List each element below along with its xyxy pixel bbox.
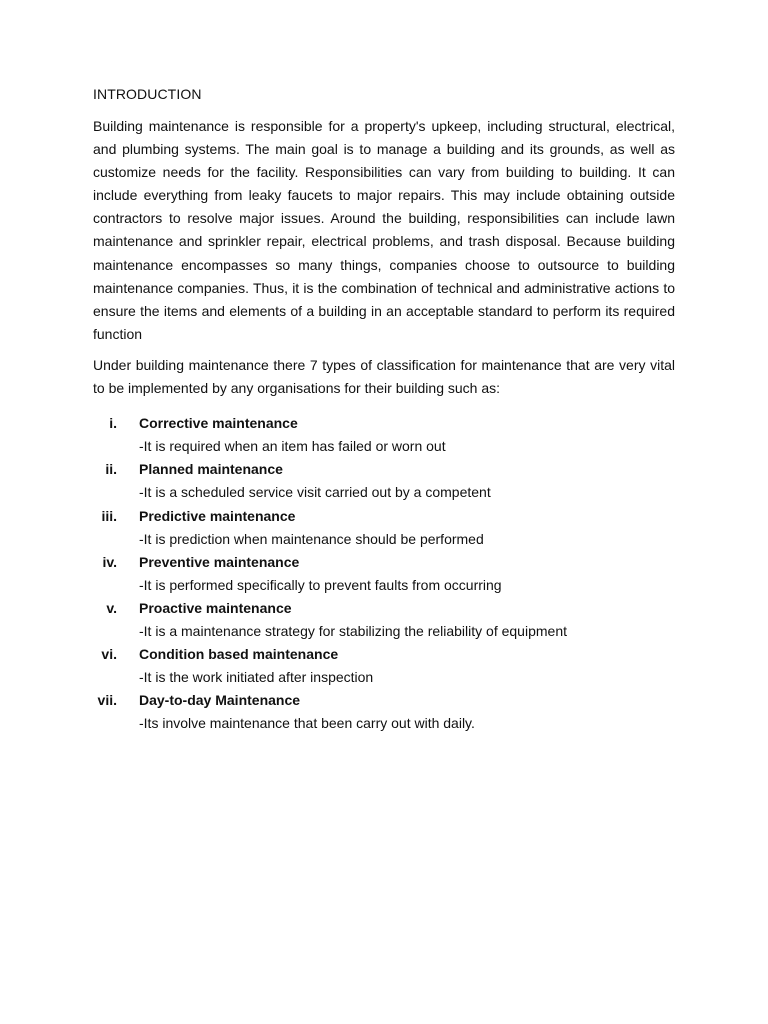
list-item (93, 458, 675, 504)
list-item (93, 689, 675, 735)
list-item-title: Planned maintenance (139, 461, 283, 478)
list-item-body (139, 458, 491, 504)
list-numeral: vii. (97, 692, 117, 709)
list-numeral: iv. (102, 553, 117, 570)
list-item-body (139, 689, 475, 735)
list-item-body (139, 643, 373, 689)
list-numeral: ii. (105, 461, 117, 478)
list-item-body (139, 597, 567, 643)
list-numeral: vi. (101, 646, 117, 663)
list-item-description: -Its involve maintenance that been carry out with daily. (139, 715, 475, 732)
list-item-description: -It is a scheduled service visit carried out by a competent (139, 484, 491, 501)
list-numeral: iii. (101, 507, 117, 524)
list-item (93, 551, 675, 597)
document-heading: INTRODUCTION (93, 86, 202, 102)
list-item (93, 597, 675, 643)
list-item (93, 505, 675, 551)
list-item-body (139, 505, 484, 551)
list-item-title: Day-to-day Maintenance (139, 692, 301, 709)
list-item-title: Proactive maintenance (139, 599, 292, 616)
list-item-body (139, 551, 502, 597)
list-item-title: Predictive maintenance (139, 507, 296, 524)
intro-paragraph: Building maintenance is responsible for a property's upkeep, including structural, electrical, and plumbing systems. The main goal is to manage a building and its grounds, as well as customize needs for the facility. Responsibilities can vary from building to building. It can include everything from leaky faucets to major repairs. This may include obtaining outside contractors to resolve major issues. Around the building, responsibilities can include lawn maintenance and sprinkler repair, electrical problems, and trash disposal. Because building maintenance encompasses so many things, companies choose to outsource to building maintenance companies. Thus, it is the combination of technical and administrative actions to ensure the items and elements of a building in an acceptable standard to perform its required function (93, 118, 675, 342)
maintenance-types-list (93, 412, 675, 735)
list-item (93, 412, 675, 458)
list-item-description: -It is required when an item has failed or worn out (139, 438, 446, 455)
list-item-description: -It is performed specifically to prevent faults from occurring (139, 576, 502, 593)
list-item-body (139, 412, 446, 458)
list-numeral: v. (106, 599, 117, 616)
list-item-description: -It is prediction when maintenance should be performed (139, 530, 484, 547)
list-item-description: -It is the work initiated after inspection (139, 669, 374, 686)
list-item-title: Preventive maintenance (139, 553, 300, 570)
list-numeral: i. (109, 415, 117, 432)
classification-paragraph: Under building maintenance there 7 types of classification for maintenance that are very vital to be implemented by any organisations for their building such as: (93, 356, 675, 397)
list-item-description: -It is a maintenance strategy for stabilizing the reliability of equipment (139, 622, 567, 639)
list-item-title: Condition based maintenance (139, 646, 339, 663)
list-item-title: Corrective maintenance (139, 415, 298, 432)
list-item (93, 643, 675, 689)
